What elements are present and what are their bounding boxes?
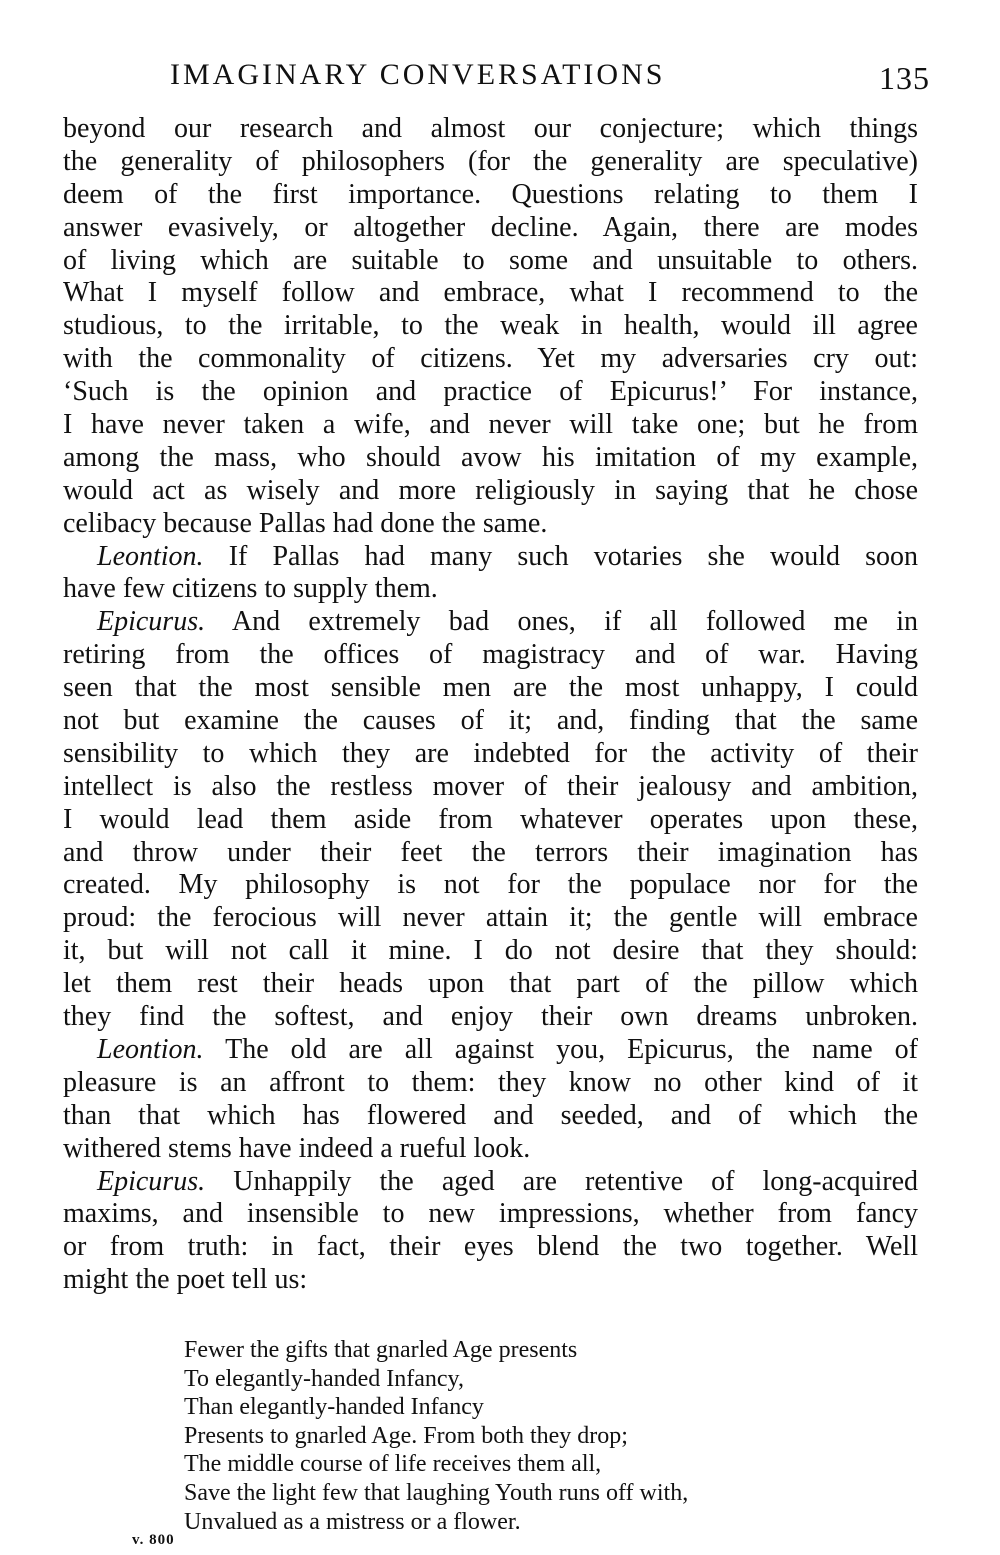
text-line: I have never taken a wife, and never will take one; but he from (63, 409, 918, 441)
text-line: among the mass, who should avow his imitation of my example, (63, 441, 918, 473)
text-line: withered stems have indeed a rueful look. (63, 1132, 531, 1164)
text-line: would act as wisely and more religiously in saying that he chose (63, 474, 918, 506)
text-line: beyond our research and almost our conjecture; which things (63, 113, 918, 144)
speaker-epicurus: Epicurus. (97, 1165, 206, 1197)
text-line: What I myself follow and embrace, what I recommend to the (63, 277, 918, 309)
text-line: proud: the ferocious will never attain it; the gentle will embrace (63, 902, 918, 934)
text-line: seen that the most sensible men are the most unhappy, I could (63, 672, 918, 704)
text-line: not but examine the causes of it; and, finding that the same (63, 705, 918, 737)
text-line: have few citizens to supply them. (63, 573, 438, 605)
speaker-leontion: Leontion. (97, 540, 204, 572)
text-line: maxims, and insensible to new impressions, whether from fancy (63, 1198, 918, 1230)
speech-text: If Pallas had many such votaries she would soon (228, 540, 918, 572)
text-line: pleasure is an affront to them: they know no other kind of it (63, 1066, 918, 1098)
speech-line (63, 606, 918, 639)
speaker-epicurus: Epicurus. (97, 606, 206, 638)
text-line: might the poet tell us: (63, 1264, 308, 1296)
text-line: it, but will not call it mine. I do not desire that they should: (63, 935, 918, 967)
running-head (170, 58, 930, 98)
text-line: answer evasively, or altogether decline. Again, there are modes (63, 211, 918, 243)
page-number: 135 (879, 60, 930, 96)
text-line: intellect is also the restless mover of their jealousy and ambition, (63, 770, 918, 802)
text-line: of living which are suitable to some and unsuitable to others. (63, 244, 918, 276)
speech-line (63, 541, 918, 574)
text-line: or from truth: in fact, their eyes blend the two together. Well (63, 1231, 918, 1263)
text-line: and throw under their feet the terrors their imagination has (63, 836, 918, 868)
verse-quotation (184, 1336, 688, 1536)
body-text (63, 113, 918, 1297)
text-line: created. My philosophy is not for the populace nor for the (63, 869, 918, 901)
speech-text: And extremely bad ones, if all followed me in (231, 606, 918, 638)
speech-line (63, 1034, 918, 1067)
speaker-leontion: Leontion. (97, 1033, 204, 1065)
verse-line: Presents to gnarled Age. From both they drop; (184, 1422, 628, 1449)
verse-line: Unvalued as a mistress or a flower. (184, 1508, 521, 1535)
running-title: IMAGINARY CONVERSATIONS (170, 58, 666, 91)
text-line: celibacy because Pallas had done the same. (63, 507, 548, 539)
verse-line: Fewer the gifts that gnarled Age presents (184, 1337, 578, 1363)
text-line: deem of the first importance. Questions relating to them I (63, 178, 918, 210)
text-line: than that which has flowered and seeded, and of which the (63, 1099, 918, 1131)
text-line: let them rest their heads upon that part of the pillow which (63, 968, 918, 1000)
text-line: with the commonality of citizens. Yet my adversaries cry out: (63, 343, 918, 375)
text-line: studious, to the irritable, to the weak in health, would ill agree (63, 310, 918, 342)
speech-text: The old are all against you, Epicurus, the name of (225, 1033, 919, 1065)
text-line: they find the softest, and enjoy their own dreams unbroken. (63, 1001, 918, 1033)
verse-line: To elegantly-handed Infancy, (184, 1365, 464, 1392)
speech-text: Unhappily the aged are retentive of long-acquired (233, 1165, 919, 1197)
printer-signature: v. 800 (132, 1532, 175, 1548)
text-line: sensibility to which they are indebted for the activity of their (63, 737, 918, 769)
text-line: retiring from the offices of magistracy and of war. Having (63, 639, 918, 671)
text-line: I would lead them aside from whatever operates upon these, (63, 803, 918, 835)
verse-line: Than elegantly-handed Infancy (184, 1394, 484, 1421)
verse-line: The middle course of life receives them all, (184, 1451, 602, 1478)
text-line: the generality of philosophers (for the generality are speculative) (63, 145, 918, 177)
speech-line (63, 1166, 918, 1199)
verse-line: Save the light few that laughing Youth runs off with, (184, 1479, 689, 1506)
text-line: ‘Such is the opinion and practice of Epicurus!’ For instance, (63, 376, 918, 408)
